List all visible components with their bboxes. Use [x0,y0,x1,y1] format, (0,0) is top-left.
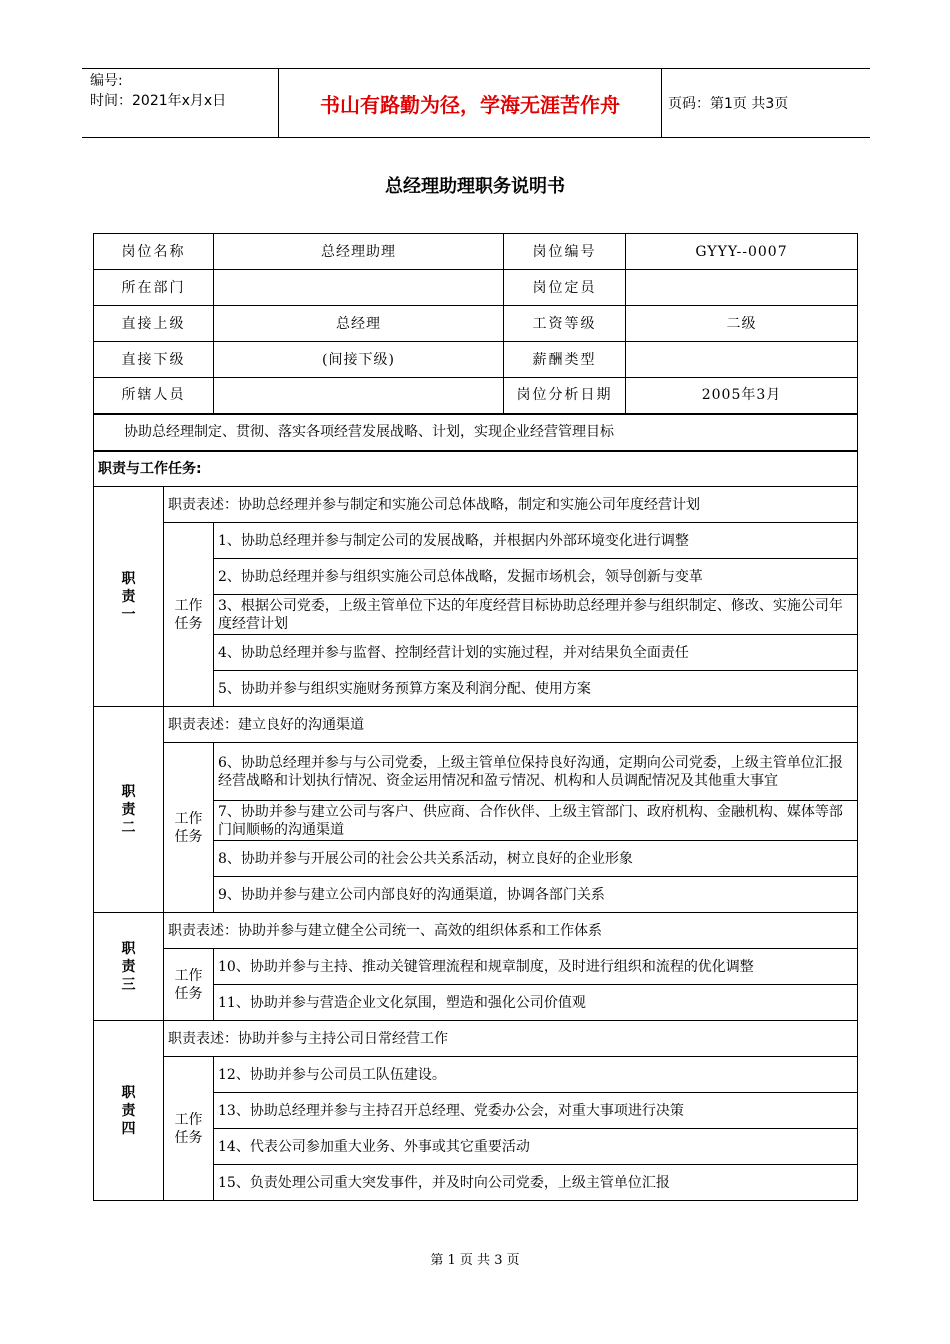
task-item: 10、协助并参与主持、推动关键管理流程和规章制度，及时进行组织和流程的优化调整 [214,949,858,985]
duty-statement-row [94,913,858,949]
task-item: 4、协助总经理并参与监督、控制经营计划的实施过程，并对结果负全面责任 [214,635,858,671]
info-label: 薪酬类型 [504,342,626,378]
duty-statement: 职责表述：协助总经理并参与制定和实施公司总体战略，制定和实施公司年度经营计划 [164,487,858,523]
duty-statement-row [94,487,858,523]
work-task-label: 工作任务 [164,743,214,913]
duty-name: 职责一 [94,487,164,707]
duty-statement-row [94,1021,858,1057]
task-item: 7、协助并参与建立公司与客户、供应商、合作伙伴、上级主管部门、政府机构、金融机构、媒体等部门间顺畅的沟通渠道 [214,801,858,841]
page-footer: 第 1 页 共 3 页 [430,1253,520,1268]
task-row [94,1057,858,1093]
duty-statement: 职责表述：协助并参与建立健全公司统一、高效的组织体系和工作体系 [164,913,858,949]
task-item: 6、协助总经理并参与与公司党委，上级主管单位保持良好沟通，定期向公司党委，上级主管单位汇报经营战略和计划执行情况、资金运用情况和盈亏情况、机构和人员调配情况及其他重大事宜 [214,743,858,801]
info-label: 直接下级 [94,342,214,378]
info-value [626,270,858,306]
info-value: GYYY--0007 [626,234,858,270]
duties-header-row [94,451,858,487]
header-meta [90,71,290,111]
task-row [94,743,858,801]
info-value [626,342,858,378]
task-item: 9、协助并参与建立公司内部良好的沟通渠道，协调各部门关系 [214,877,858,913]
info-value: 总经理助理 [214,234,504,270]
position-summary: 协助总经理制定、贯彻、落实各项经营发展战略、计划，实现企业经营管理目标 [94,414,858,451]
task-row [94,523,858,559]
duty-name: 职责四 [94,1021,164,1201]
info-row [94,342,858,378]
task-item: 2、协助总经理并参与组织实施公司总体战略，发掘市场机会，领导创新与变革 [214,559,858,595]
info-row [94,306,858,342]
task-item: 1、协助总经理并参与制定公司的发展战略，并根据内外部环境变化进行调整 [214,523,858,559]
info-value: 二级 [626,306,858,342]
duty-name: 职责二 [94,707,164,913]
document-title: 总经理助理职务说明书 [385,176,565,197]
duty-statement: 职责表述：建立良好的沟通渠道 [164,707,858,743]
info-label: 岗位编号 [504,234,626,270]
info-label: 直接上级 [94,306,214,342]
info-value [214,378,504,414]
info-label: 岗位分析日期 [504,378,626,414]
task-item: 13、协助总经理并参与主持召开总经理、党委办公会，对重大事项进行决策 [214,1093,858,1129]
duty-statement: 职责表述：协助并参与主持公司日常经营工作 [164,1021,858,1057]
task-item: 5、协助并参与组织实施财务预算方案及利润分配、使用方案 [214,671,858,707]
task-item: 15、负责处理公司重大突发事件，并及时向公司党委，上级主管单位汇报 [214,1165,858,1201]
task-item: 8、协助并参与开展公司的社会公共关系活动，树立良好的企业形象 [214,841,858,877]
number-label: 编号: [90,73,123,89]
work-task-label: 工作任务 [164,1057,214,1201]
info-value: (间接下级) [214,342,504,378]
info-label: 所在部门 [94,270,214,306]
date-label: 时间：2021年x月x日 [90,93,227,109]
motto: 书山有路勤为径，学海无涯苦作舟 [278,69,662,137]
info-row [94,234,858,270]
info-value [214,270,504,306]
info-label: 岗位定员 [504,270,626,306]
task-item: 11、协助并参与营造企业文化氛围，塑造和强化公司价值观 [214,985,858,1021]
task-item: 14、代表公司参加重大业务、外事或其它重要活动 [214,1129,858,1165]
info-label: 岗位名称 [94,234,214,270]
summary-row [94,414,858,451]
duty-statement-row [94,707,858,743]
info-row [94,270,858,306]
work-task-label: 工作任务 [164,523,214,707]
duty-name: 职责三 [94,913,164,1021]
task-row [94,949,858,985]
job-description-table [93,233,858,1201]
info-value: 2005年3月 [626,378,858,414]
task-item: 3、根据公司党委，上级主管单位下达的年度经营目标协助总经理并参与组织制定、修改、实施公司年度经营计划 [214,595,858,635]
page-header [82,68,870,138]
duties-header: 职责与工作任务: [94,451,858,487]
task-item: 12、协助并参与公司员工队伍建设。 [214,1057,858,1093]
page-label: 页码：第1页 共3页 [668,96,789,112]
info-label: 所辖人员 [94,378,214,414]
info-row [94,378,858,414]
info-label: 工资等级 [504,306,626,342]
info-value: 总经理 [214,306,504,342]
work-task-label: 工作任务 [164,949,214,1021]
